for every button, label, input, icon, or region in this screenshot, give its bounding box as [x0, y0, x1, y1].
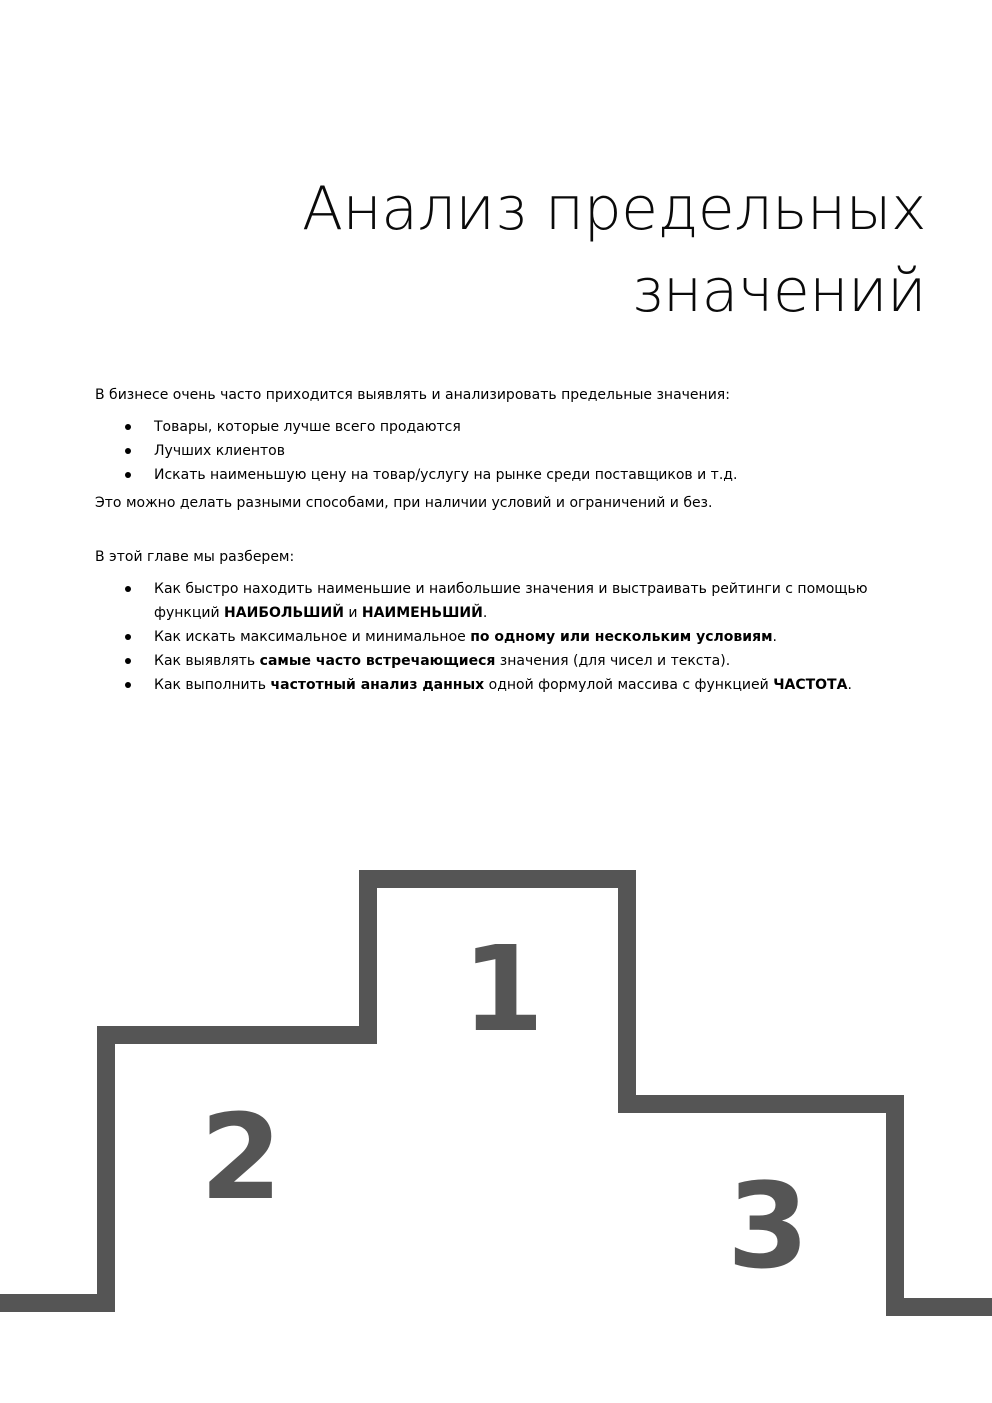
intro-paragraph: В бизнесе очень часто приходится выявлять и анализировать предельные значения:	[95, 387, 730, 403]
list-item: Искать наименьшую цену на товар/услугу на рынке среди поставщиков и т.д.	[154, 463, 935, 487]
page-title	[226, 168, 926, 332]
list-item: Лучших клиентов	[154, 439, 935, 463]
title-line-1: Анализ предельных	[301, 174, 926, 244]
list-item: Как искать максимальное и минимальное по одному или нескольким условиям.	[154, 625, 935, 649]
title-line-2: значений	[630, 256, 926, 326]
chapter-topics-list	[95, 577, 935, 697]
list-item: Как быстро находить наименьшие и наибольшие значения и выстраивать рейтинги с помощью функций НАИБОЛЬШИЙ и НАИМЕНЬШИЙ.	[154, 577, 935, 625]
body-text	[95, 383, 935, 701]
list-item: Как выявлять самые часто встречающиеся значения (для чисел и текста).	[154, 649, 935, 673]
chapter-intro: В этой главе мы разберем:	[95, 549, 295, 565]
examples-list	[95, 415, 935, 487]
list-item: Как выполнить частотный анализ данных одной формулой массива с функцией ЧАСТОТА.	[154, 673, 935, 697]
second-place-number: 2	[200, 1088, 283, 1226]
first-place-number: 1	[462, 920, 545, 1058]
methods-paragraph: Это можно делать разными способами, при наличии условий и ограничений и без.	[95, 495, 713, 511]
list-item: Товары, которые лучше всего продаются	[154, 415, 935, 439]
third-place-number: 3	[727, 1157, 810, 1295]
